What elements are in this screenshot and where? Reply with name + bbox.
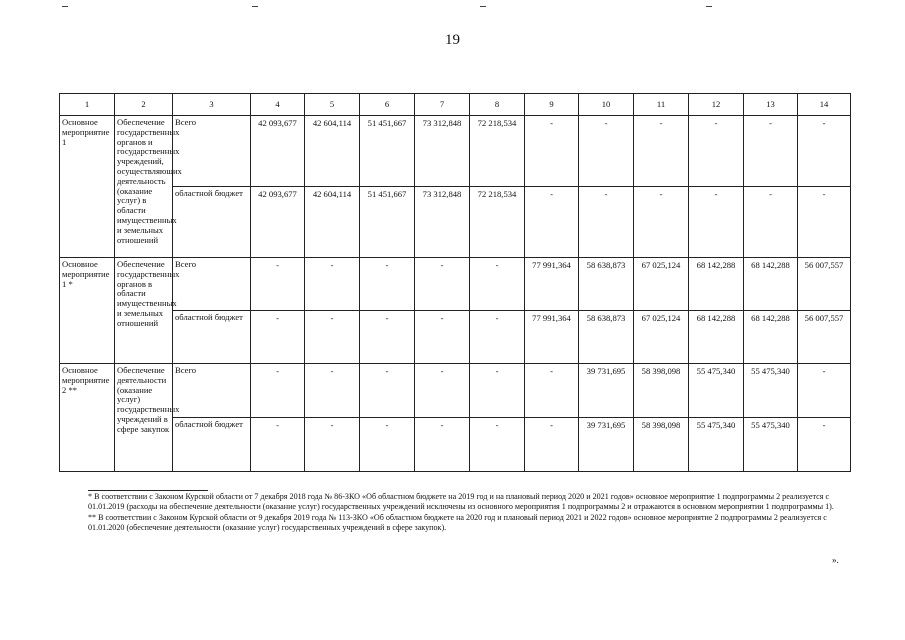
value-cell: - — [525, 364, 579, 418]
value-cell: - — [798, 364, 851, 418]
footnote-1 — [88, 492, 848, 513]
value-cell: - — [579, 187, 634, 258]
value-cell: - — [251, 311, 305, 364]
value-cell: 58 398,098 — [634, 364, 689, 418]
header-cell: 1 — [60, 94, 115, 116]
value-cell: 55 475,340 — [744, 364, 798, 418]
funding-source-cell: Всего — [173, 258, 251, 311]
value-cell: 51 451,667 — [360, 187, 415, 258]
value-cell: - — [798, 418, 851, 472]
table-row — [60, 418, 851, 472]
closing-quote-mark: ». — [832, 555, 839, 565]
value-cell: - — [525, 116, 579, 187]
header-cell: 3 — [173, 94, 251, 116]
value-cell: - — [415, 311, 470, 364]
header-cell: 2 — [115, 94, 173, 116]
event-name-cell: Основное мероприятие 1 — [60, 116, 115, 258]
value-cell: 68 142,288 — [744, 311, 798, 364]
event-name-cell: Основное мероприятие 1 * — [60, 258, 115, 364]
value-cell: - — [360, 418, 415, 472]
scan-mark — [252, 6, 258, 7]
table-row — [60, 364, 851, 418]
value-cell: - — [689, 187, 744, 258]
value-cell: - — [251, 258, 305, 311]
value-cell: 68 142,288 — [689, 311, 744, 364]
table-row — [60, 311, 851, 364]
scan-mark — [480, 6, 486, 7]
header-row — [60, 94, 851, 116]
table-row — [60, 116, 851, 187]
header-cell: 9 — [525, 94, 579, 116]
value-cell: - — [470, 311, 525, 364]
header-cell: 14 — [798, 94, 851, 116]
value-cell: 55 475,340 — [744, 418, 798, 472]
value-cell: 73 312,848 — [415, 116, 470, 187]
event-description-cell: Обеспечение государственных органов и государственных учреждений, осуществляющих деятельность (оказание услуг) в области имущественных и земельных отношений — [115, 116, 173, 258]
header-cell: 12 — [689, 94, 744, 116]
header-cell: 7 — [415, 94, 470, 116]
table-row — [60, 187, 851, 258]
value-cell: - — [251, 364, 305, 418]
value-cell: 67 025,124 — [634, 311, 689, 364]
footnote-rule — [88, 490, 208, 491]
value-cell: - — [525, 418, 579, 472]
footnote-text: * В соответствии с Законом Курской области от 7 декабря 2018 года № 86-ЗКО «Об областном бюджете на 2019 год и на плановый период 2020 и 2021 годов» основное мероприятие 1 подпрограммы 2 реализуется с 01.01.2019 (расходы на обеспечение деятельности (оказание услуг) государственных учреждений исключены из основного мероприятия 1 подпрограммы 2 и отражаются в основном мероприятии 1 подпрограммы 1). — [88, 492, 834, 512]
funding-source-cell: Всего — [173, 116, 251, 187]
value-cell: 51 451,667 — [360, 116, 415, 187]
value-cell: - — [744, 187, 798, 258]
footnote-2 — [88, 513, 848, 534]
table-row — [60, 258, 851, 311]
value-cell: - — [305, 364, 360, 418]
value-cell: - — [798, 116, 851, 187]
footnotes — [88, 490, 848, 534]
value-cell: 72 218,534 — [470, 116, 525, 187]
funding-source-cell: областной бюджет — [173, 418, 251, 472]
header-cell: 13 — [744, 94, 798, 116]
funding-source-cell: Всего — [173, 364, 251, 418]
value-cell: 55 475,340 — [689, 418, 744, 472]
value-cell: - — [525, 187, 579, 258]
value-cell: - — [634, 116, 689, 187]
value-cell: 58 638,873 — [579, 311, 634, 364]
value-cell: - — [470, 418, 525, 472]
value-cell: 67 025,124 — [634, 258, 689, 311]
event-description-cell: Обеспечение государственных органов в области имущественных и земельных отношений — [115, 258, 173, 364]
value-cell: 77 991,364 — [525, 311, 579, 364]
value-cell: - — [689, 116, 744, 187]
event-name-cell: Основное мероприятие 2 ** — [60, 364, 115, 472]
event-description-cell: Обеспечение деятельности (оказание услуг) государственных учреждений в сфере закупок — [115, 364, 173, 472]
value-cell: - — [360, 364, 415, 418]
value-cell: 42 093,677 — [251, 116, 305, 187]
value-cell: - — [415, 364, 470, 418]
value-cell: 56 007,557 — [798, 311, 851, 364]
value-cell: - — [415, 258, 470, 311]
value-cell: - — [415, 418, 470, 472]
value-cell: 73 312,848 — [415, 187, 470, 258]
value-cell: - — [470, 364, 525, 418]
header-cell: 10 — [579, 94, 634, 116]
value-cell: 58 638,873 — [579, 258, 634, 311]
scan-mark — [62, 6, 68, 7]
value-cell: 77 991,364 — [525, 258, 579, 311]
value-cell: - — [579, 116, 634, 187]
value-cell: 42 093,677 — [251, 187, 305, 258]
value-cell: - — [305, 311, 360, 364]
value-cell: 68 142,288 — [689, 258, 744, 311]
value-cell: 39 731,695 — [579, 418, 634, 472]
value-cell: - — [360, 258, 415, 311]
header-cell: 11 — [634, 94, 689, 116]
page-number: 19 — [445, 32, 460, 48]
value-cell: 68 142,288 — [744, 258, 798, 311]
header-cell: 5 — [305, 94, 360, 116]
header-cell: 8 — [470, 94, 525, 116]
value-cell: - — [360, 311, 415, 364]
value-cell: - — [470, 258, 525, 311]
footnote-text: ** В соответствии с Законом Курской области от 9 декабря 2019 года № 113-ЗКО «Об областном бюджете на 2020 год и плановый период 2021 и 2022 годов» основное мероприятие 2 подпрограммы 2 реализуется с 01.01.2020 (обеспечение деятельности (оказание услуг) государственных учреждений в сфере закупок). — [88, 512, 827, 533]
scan-mark — [706, 6, 712, 7]
value-cell: 72 218,534 — [470, 187, 525, 258]
value-cell: 56 007,557 — [798, 258, 851, 311]
funding-source-cell: областной бюджет — [173, 311, 251, 364]
value-cell: - — [634, 187, 689, 258]
header-cell: 4 — [251, 94, 305, 116]
value-cell: 42 604,114 — [305, 116, 360, 187]
budget-table — [59, 93, 851, 472]
value-cell: 58 398,098 — [634, 418, 689, 472]
table-body — [60, 94, 851, 472]
value-cell: - — [305, 418, 360, 472]
value-cell: - — [744, 116, 798, 187]
funding-source-cell: областной бюджет — [173, 187, 251, 258]
value-cell: - — [798, 187, 851, 258]
value-cell: - — [251, 418, 305, 472]
value-cell: - — [305, 258, 360, 311]
value-cell: 55 475,340 — [689, 364, 744, 418]
value-cell: 39 731,695 — [579, 364, 634, 418]
value-cell: 42 604,114 — [305, 187, 360, 258]
header-cell: 6 — [360, 94, 415, 116]
